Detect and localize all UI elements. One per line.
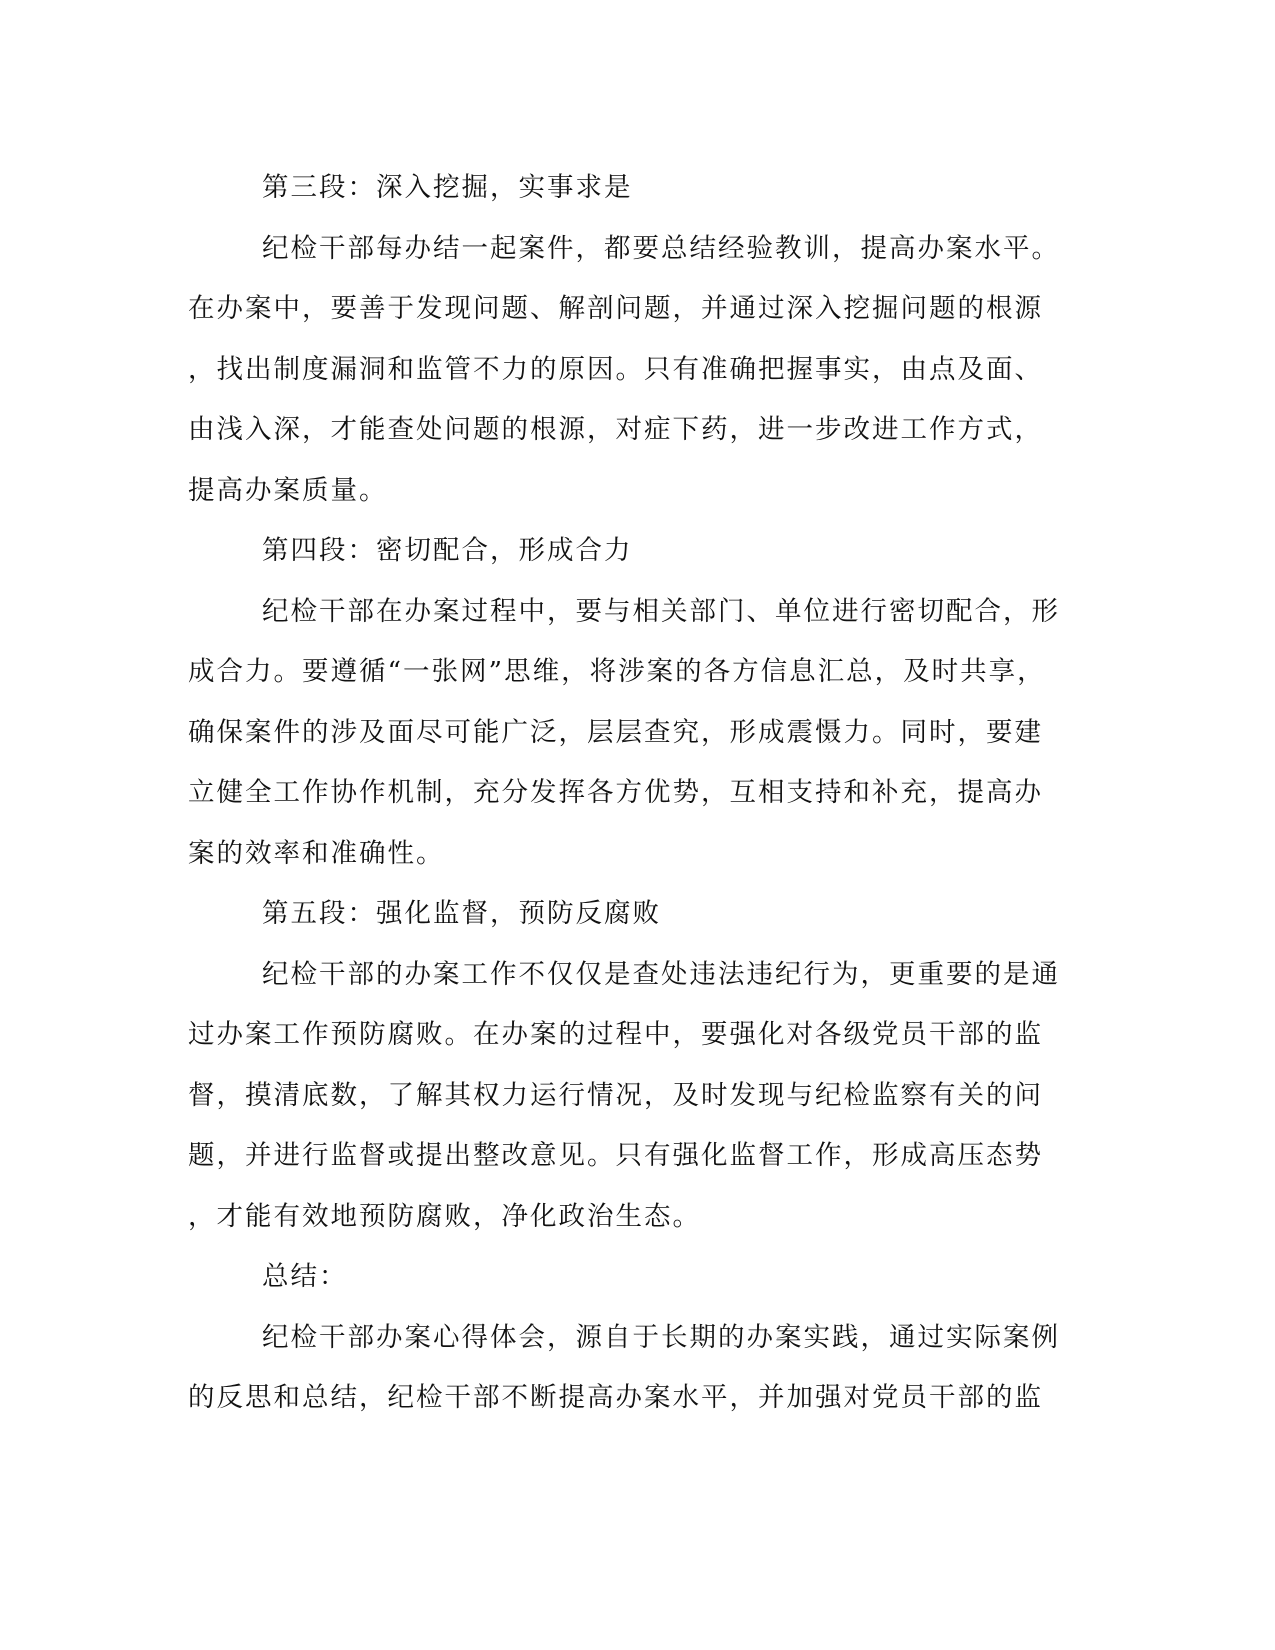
paragraph-line: 立健全工作协作机制，充分发挥各方优势，互相支持和补充，提高办 xyxy=(188,777,1043,808)
paragraph-line: 案的效率和准确性。 xyxy=(188,837,445,869)
paragraph-line: 题，并进行监督或提出整改意见。只有强化监督工作，形成高压态势 xyxy=(188,1140,1043,1171)
paragraph-line: 成合力。要遵循“一张网”思维，将涉案的各方信息汇总，及时共享， xyxy=(188,656,1046,687)
paragraph-line: 过办案工作预防腐败。在办案的过程中，要强化对各级党员干部的监 xyxy=(188,1019,1043,1050)
paragraph-line: 督，摸清底数，了解其权力运行情况，及时发现与纪检监察有关的问 xyxy=(188,1079,1043,1111)
paragraph-line: 确保案件的涉及面尽可能广泛，层层查究，形成震慑力。同时，要建 xyxy=(188,716,1043,748)
paragraph-line: 提高办案质量。 xyxy=(188,474,388,506)
paragraph-line: 纪检干部每办结一起案件，都要总结经验教训，提高办案水平。 xyxy=(262,232,1060,264)
section-heading-5: 第五段：强化监督，预防反腐败 xyxy=(262,898,661,929)
paragraph-line: 纪检干部在办案过程中，要与相关部门、单位进行密切配合，形 xyxy=(262,595,1060,627)
paragraph-line: 在办案中，要善于发现问题、解剖问题，并通过深入挖掘问题的根源 xyxy=(188,293,1043,324)
paragraph-line: ，找出制度漏洞和监管不力的原因。只有准确把握事实，由点及面、 xyxy=(188,353,1043,385)
summary-heading: 总结： xyxy=(262,1261,348,1292)
section-heading-3: 第三段：深入挖掘，实事求是 xyxy=(262,172,633,203)
paragraph-line: 纪检干部办案心得体会，源自于长期的办案实践，通过实际案例 xyxy=(262,1321,1060,1353)
section-heading-4: 第四段：密切配合，形成合力 xyxy=(262,535,633,566)
paragraph-line: ，才能有效地预防腐败，净化政治生态。 xyxy=(188,1200,701,1232)
paragraph-line: 的反思和总结，纪检干部不断提高办案水平，并加强对党员干部的监 xyxy=(188,1382,1043,1413)
paragraph-line: 由浅入深，才能查处问题的根源，对症下药，进一步改进工作方式， xyxy=(188,414,1043,445)
paragraph-line: 纪检干部的办案工作不仅仅是查处违法违纪行为，更重要的是通 xyxy=(262,958,1060,990)
document-body xyxy=(188,158,1068,1429)
